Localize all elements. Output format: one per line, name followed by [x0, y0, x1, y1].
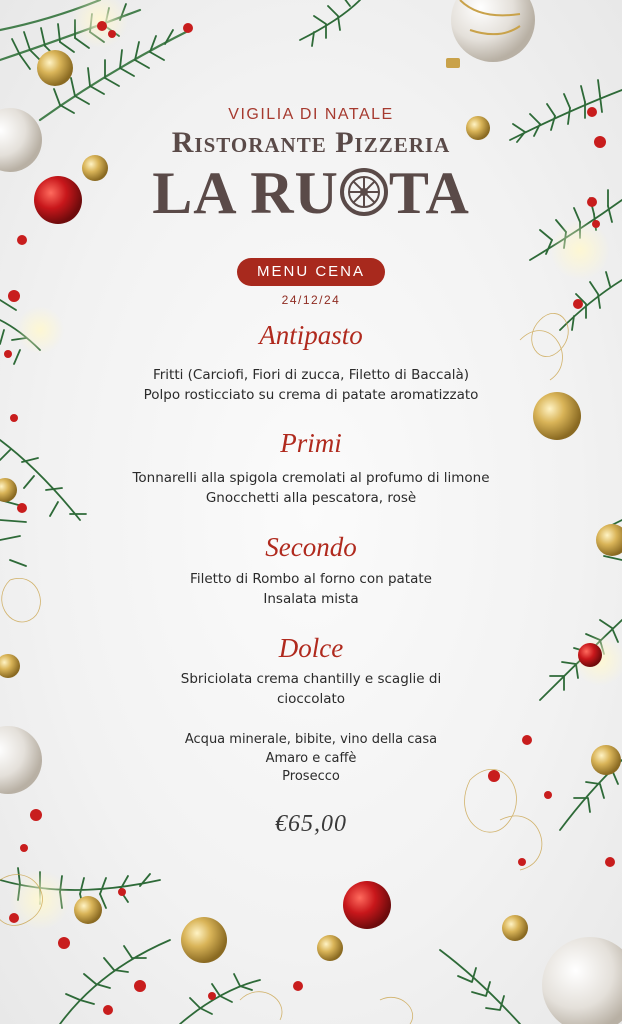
course-items-primi	[0, 469, 622, 508]
logo-text-right: TA	[388, 160, 470, 226]
extra-item: Amaro e caffè	[265, 750, 357, 766]
course-title-secondo: Secondo	[265, 532, 357, 562]
course-title-primi: Primi	[280, 428, 342, 458]
menu-item: Fritti (Carciofi, Fiori di zucca, Filetto di Baccalà)	[152, 367, 470, 383]
restaurant-name-line1: Ristorante Pizzeria	[171, 126, 451, 159]
extra-item: Prosecco	[282, 769, 340, 784]
course-items-secondo	[0, 570, 622, 609]
menu-item: Tonnarelli alla spigola cremolati al profumo di limone	[132, 470, 490, 486]
menu-item: cioccolato	[276, 690, 346, 707]
extra-item: Acqua minerale, bibite, vino della casa	[184, 732, 438, 747]
menu-item: Filetto di Rombo al forno con patate	[190, 571, 432, 587]
menu-label-badge: MENU CENA	[237, 258, 385, 286]
menu-date: 24/12/24	[281, 293, 341, 307]
menu-item: Insalata mista	[263, 590, 359, 607]
course-title-antipasto: Antipasto	[259, 320, 363, 350]
logo-text-left: LA RU	[152, 160, 339, 226]
wheel-icon	[339, 162, 389, 212]
included-extras	[0, 731, 622, 787]
menu-price: €65,00	[275, 811, 347, 837]
course-items-antipasto	[0, 366, 622, 405]
menu-item: Gnocchetti alla pescatora, rosè	[205, 489, 417, 506]
event-title: VIGILIA DI NATALE	[228, 106, 394, 123]
menu-item: Polpo rosticciato su crema di patate aromatizzato	[143, 386, 479, 403]
restaurant-name-logo	[0, 158, 622, 228]
course-title-dolce: Dolce	[278, 633, 344, 663]
course-items-dolce	[0, 670, 622, 709]
menu-item: Sbriciolata crema chantilly e scaglie di	[180, 671, 442, 687]
